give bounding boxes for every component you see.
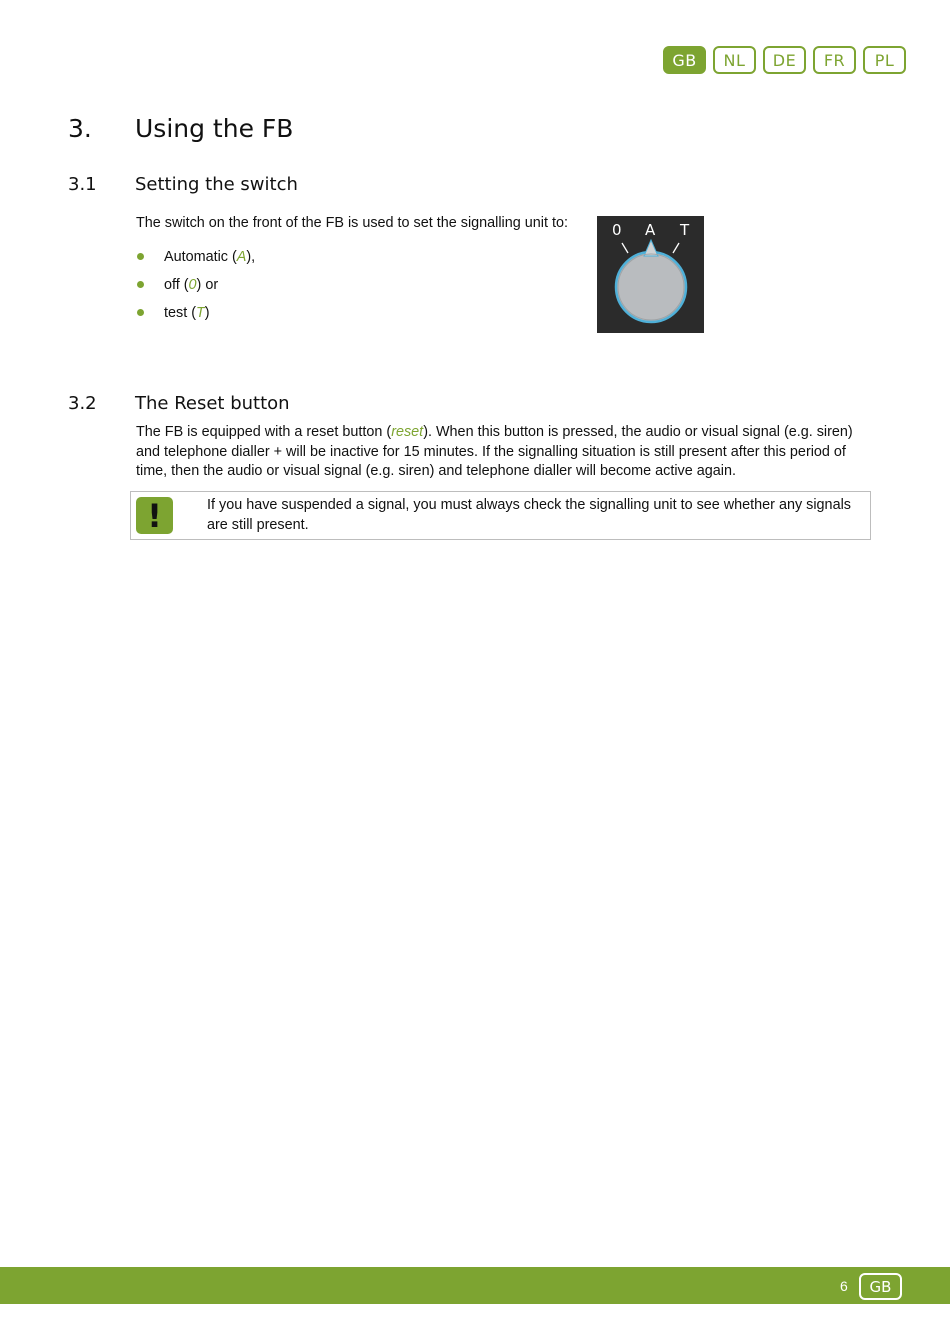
bullet-icon xyxy=(137,309,144,316)
bullet-icon xyxy=(137,253,144,260)
switch-figure xyxy=(597,216,704,333)
list-item: test (T) xyxy=(136,302,255,330)
subsection-number: 3.1 xyxy=(68,174,97,195)
warning-icon: ! xyxy=(136,497,173,534)
rotary-switch-icon xyxy=(597,216,704,333)
switch-intro: The switch on the front of the FB is used to set the signalling unit to: xyxy=(136,215,568,231)
list-item: off (0) or xyxy=(136,274,255,302)
lang-tab-de[interactable]: DE xyxy=(763,46,806,74)
footer-language-tab: GB xyxy=(859,1273,902,1300)
list-item: Automatic (A), xyxy=(136,246,255,274)
footer-bar xyxy=(0,1267,950,1304)
section-title: Using the FB xyxy=(135,114,294,143)
language-tabs xyxy=(663,46,906,74)
mode-code: T xyxy=(196,305,205,321)
warning-note xyxy=(130,491,871,540)
reset-code: reset xyxy=(391,424,424,440)
mode-code: 0 xyxy=(188,277,197,293)
lang-tab-nl[interactable]: NL xyxy=(713,46,756,74)
switch-label-a: A xyxy=(645,221,656,239)
subsection-number: 3.2 xyxy=(68,393,97,414)
switch-mode-list xyxy=(136,246,255,330)
switch-label-t: T xyxy=(680,221,690,239)
section-number: 3. xyxy=(68,114,92,143)
switch-label-0: 0 xyxy=(612,221,622,239)
lang-tab-fr[interactable]: FR xyxy=(813,46,856,74)
bullet-icon xyxy=(137,281,144,288)
page-number: 6 xyxy=(840,1278,848,1294)
mode-code: A xyxy=(236,249,247,265)
subsection-title: Setting the switch xyxy=(135,174,298,195)
warning-text: If you have suspended a signal, you must always check the signalling unit to see whether any signals are still present. xyxy=(207,497,851,533)
lang-tab-pl[interactable]: PL xyxy=(863,46,906,74)
reset-description: The FB is equipped with a reset button (reset). When this button is pressed, the audio or visual signal (e.g. siren) and telephone dialler + will be inactive for 15 minutes. If the signalling situation is still present after this period of time, then the audio or visual signal (e.g. siren) and telephone dialler will become active again. xyxy=(136,424,853,479)
lang-tab-gb[interactable]: GB xyxy=(663,46,706,74)
subsection-title: The Reset button xyxy=(135,393,290,414)
